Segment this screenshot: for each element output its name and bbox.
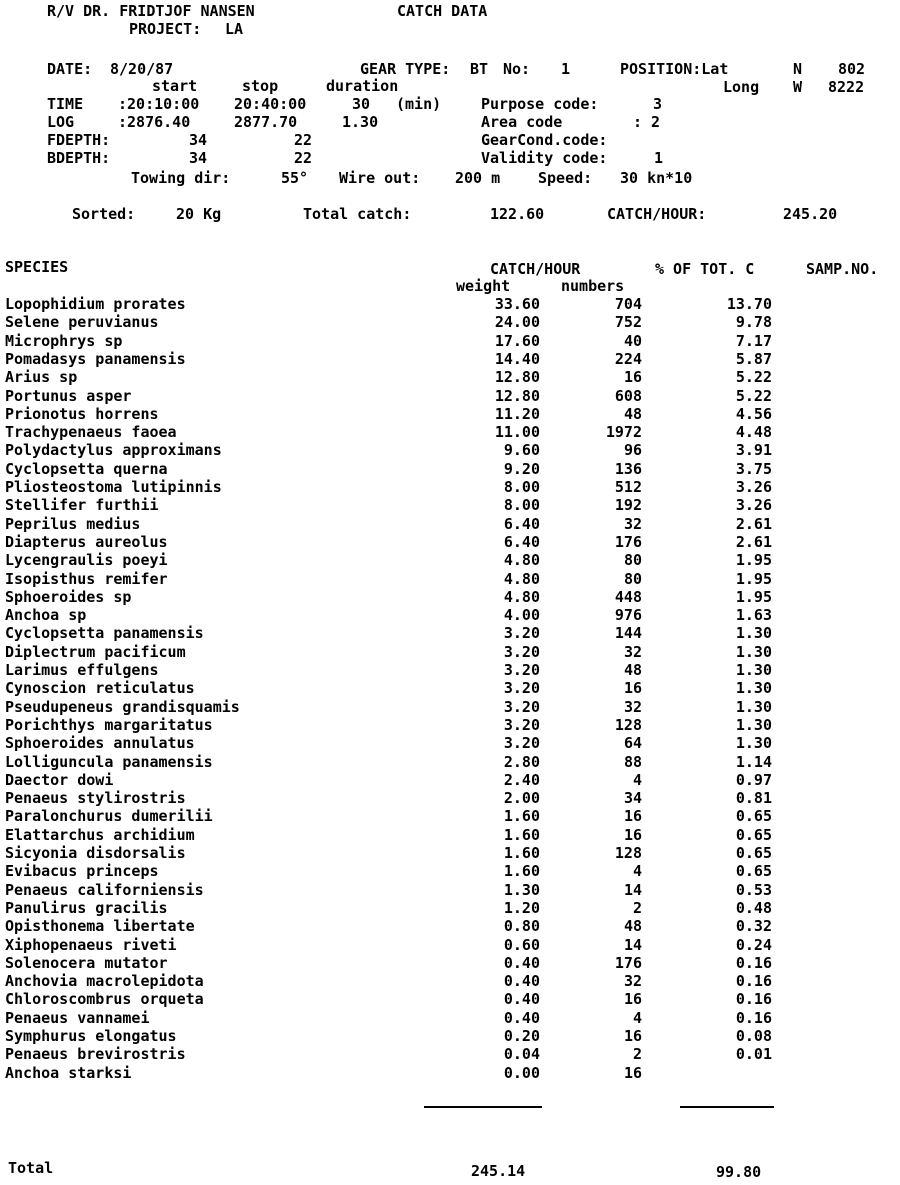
catch-numbers: 4 xyxy=(632,862,642,881)
species-name: Sphoeroides sp xyxy=(5,587,132,606)
catch-weight: 24.00 xyxy=(494,313,540,332)
table-row xyxy=(0,679,900,697)
percent-of-total: 1.95 xyxy=(735,587,772,606)
sorted-label: Sorted: xyxy=(72,205,136,223)
catch-numbers: 608 xyxy=(614,386,642,405)
date-value: 8/20/87 xyxy=(110,60,174,78)
percent-of-total: 5.87 xyxy=(735,349,772,368)
catch-numbers: 752 xyxy=(614,313,642,332)
species-name: Xiphopenaeus riveti xyxy=(5,935,177,954)
percent-of-total: 1.30 xyxy=(735,661,772,679)
catch-weight: 6.40 xyxy=(503,514,540,533)
catch-weight: 4.80 xyxy=(503,587,540,606)
catch-weight: 11.20 xyxy=(494,404,540,423)
catch-weight: 0.40 xyxy=(503,972,540,991)
numbers-header: numbers xyxy=(561,277,625,295)
weight-header: weight xyxy=(456,277,511,295)
species-name: Sphoeroides annulatus xyxy=(5,734,195,753)
percent-of-total: 0.32 xyxy=(735,917,772,936)
table-row xyxy=(0,716,900,734)
catch-weight: 3.20 xyxy=(503,734,540,753)
document-type: CATCH DATA xyxy=(397,2,488,20)
catch-numbers: 32 xyxy=(623,972,642,991)
percent-of-total: 2.61 xyxy=(735,514,772,533)
time-stop: 20:40:00 xyxy=(234,95,307,113)
species-name: Elattarchus archidium xyxy=(5,825,195,844)
percent-of-total: 0.24 xyxy=(735,935,772,954)
table-row xyxy=(0,295,900,313)
percent-of-total: 1.63 xyxy=(735,606,772,625)
long-value: 8222 xyxy=(828,78,865,96)
table-row xyxy=(0,624,900,642)
col-start: start xyxy=(152,77,198,95)
table-row xyxy=(0,862,900,880)
table-row xyxy=(0,1009,900,1027)
species-name: Penaeus californiensis xyxy=(5,880,204,899)
table-row xyxy=(0,917,900,935)
species-name: Porichthys margaritatus xyxy=(5,715,213,734)
bdepth-label: BDEPTH: xyxy=(47,149,111,167)
percent-of-total: 5.22 xyxy=(735,386,772,405)
catch-numbers: 34 xyxy=(623,789,642,808)
species-name: Daector dowi xyxy=(5,770,114,789)
catch-weight: 17.60 xyxy=(494,331,540,350)
catch-weight: 9.20 xyxy=(503,459,540,478)
species-name: Cyclopsetta panamensis xyxy=(5,624,204,643)
total-catch-label: Total catch: xyxy=(303,205,412,223)
area-code-value: : 2 xyxy=(633,113,661,131)
species-name: Evibacus princeps xyxy=(5,862,159,881)
table-row xyxy=(0,661,900,679)
percent-of-total: 7.17 xyxy=(735,331,772,350)
log-stop: 2877.70 xyxy=(234,113,298,131)
table-row xyxy=(0,405,900,423)
catch-numbers: 80 xyxy=(623,569,642,588)
species-name: Pseudupeneus grandisquamis xyxy=(5,697,240,716)
purpose-code-value: 3 xyxy=(653,95,663,113)
catch-weight: 12.80 xyxy=(494,386,540,405)
catch-weight: 2.80 xyxy=(503,752,540,771)
percent-of-total: 3.26 xyxy=(735,478,772,496)
catch-weight: 2.00 xyxy=(503,789,540,808)
species-name: Symphurus elongatus xyxy=(5,1027,177,1045)
catch-numbers: 32 xyxy=(623,642,642,661)
species-name: Lopophidium prorates xyxy=(5,295,186,313)
species-name: Peprilus medius xyxy=(5,514,141,533)
catch-numbers: 4 xyxy=(632,1008,642,1027)
species-name: Anchovia macrolepidota xyxy=(5,972,204,991)
catch-weight: 1.60 xyxy=(503,825,540,844)
table-row xyxy=(0,570,900,588)
percent-of-total: 0.65 xyxy=(735,825,772,844)
species-name: Panulirus gracilis xyxy=(5,898,168,917)
percent-of-total: 0.08 xyxy=(735,1027,772,1045)
percent-of-total: 1.95 xyxy=(735,551,772,570)
species-name: Anchoa sp xyxy=(5,606,87,625)
species-name: Isopisthus remifer xyxy=(5,569,168,588)
table-row xyxy=(0,441,900,459)
catch-numbers: 32 xyxy=(623,697,642,716)
percent-total-header: % OF TOT. C xyxy=(655,260,755,278)
table-row xyxy=(0,789,900,807)
percent-of-total: 1.95 xyxy=(735,569,772,588)
catch-weight: 0.40 xyxy=(503,990,540,1009)
bdepth-stop: 22 xyxy=(294,149,313,167)
total-weight: 245.14 xyxy=(471,1162,526,1180)
weight-total-rule xyxy=(424,1106,542,1108)
sorted-value: 20 Kg xyxy=(176,205,222,223)
catch-numbers: 32 xyxy=(623,514,642,533)
time-duration: 30 xyxy=(352,95,371,113)
catch-numbers: 136 xyxy=(614,459,642,478)
percent-of-total: 0.65 xyxy=(735,862,772,881)
date-label: DATE: xyxy=(47,60,93,78)
catch-numbers: 448 xyxy=(614,587,642,606)
species-name: Microphrys sp xyxy=(5,331,123,350)
table-row xyxy=(0,515,900,533)
percent-of-total: 0.16 xyxy=(735,953,772,972)
wire-out-label: Wire out: xyxy=(339,169,421,187)
table-row xyxy=(0,643,900,661)
species-name: Anchoa starksi xyxy=(5,1063,132,1082)
table-row xyxy=(0,551,900,569)
table-row xyxy=(0,533,900,551)
speed-label: Speed: xyxy=(538,169,593,187)
position-label: POSITION:Lat xyxy=(620,60,729,78)
percent-total-rule xyxy=(680,1106,774,1108)
catch-weight: 8.00 xyxy=(503,478,540,496)
percent-of-total: 2.61 xyxy=(735,532,772,551)
catch-per-hour-header: CATCH/HOUR xyxy=(490,260,581,278)
col-stop: stop xyxy=(242,77,279,95)
species-name: Sicyonia disdorsalis xyxy=(5,844,186,862)
species-name: Trachypenaeus faoea xyxy=(5,423,177,442)
catch-numbers: 14 xyxy=(623,935,642,954)
towing-dir-value: 55° xyxy=(281,169,309,187)
species-name: Portunus asper xyxy=(5,386,132,405)
percent-of-total: 0.53 xyxy=(735,880,772,899)
table-row xyxy=(0,368,900,386)
percent-of-total: 3.26 xyxy=(735,496,772,515)
species-name: Chloroscombrus orqueta xyxy=(5,990,204,1009)
species-name: Penaeus vannamei xyxy=(5,1008,150,1027)
table-row xyxy=(0,313,900,331)
catch-weight: 1.60 xyxy=(503,862,540,881)
catch-weight: 9.60 xyxy=(503,441,540,460)
species-name: Prionotus horrens xyxy=(5,404,159,423)
percent-of-total: 3.75 xyxy=(735,459,772,478)
table-row xyxy=(0,460,900,478)
species-name: Arius sp xyxy=(5,368,78,387)
time-label: TIME xyxy=(47,95,84,113)
species-name: Stellifer furthii xyxy=(5,496,159,515)
catch-numbers: 64 xyxy=(623,734,642,753)
total-catch-value: 122.60 xyxy=(490,205,545,223)
wire-out-value: 200 m xyxy=(455,169,501,187)
percent-of-total: 1.30 xyxy=(735,642,772,661)
validity-code-value: 1 xyxy=(654,149,664,167)
catch-weight: 3.20 xyxy=(503,697,540,716)
catch-weight: 0.40 xyxy=(503,1008,540,1027)
catch-numbers: 48 xyxy=(623,917,642,936)
table-row xyxy=(0,826,900,844)
table-row xyxy=(0,771,900,789)
catch-weight: 1.60 xyxy=(503,807,540,826)
species-name: Pomadasys panamensis xyxy=(5,349,186,368)
fdepth-start: 34 xyxy=(189,131,208,149)
gear-no-label: No: xyxy=(503,60,531,78)
catch-weight: 0.40 xyxy=(503,953,540,972)
log-label: LOG xyxy=(47,113,75,131)
species-name: Paralonchurus dumerilii xyxy=(5,807,213,826)
percent-of-total: 0.65 xyxy=(735,844,772,862)
catch-numbers: 128 xyxy=(614,844,642,862)
catch-numbers: 224 xyxy=(614,349,642,368)
fdepth-stop: 22 xyxy=(294,131,313,149)
percent-of-total: 0.01 xyxy=(735,1045,772,1064)
log-start: :2876.40 xyxy=(118,113,191,131)
table-row xyxy=(0,990,900,1008)
table-row xyxy=(0,332,900,350)
species-name: Selene peruvianus xyxy=(5,313,159,332)
catch-numbers: 16 xyxy=(623,368,642,387)
catch-weight: 3.20 xyxy=(503,642,540,661)
species-name: Penaeus stylirostris xyxy=(5,789,186,808)
table-row xyxy=(0,899,900,917)
long-label: Long xyxy=(723,78,760,96)
percent-of-total: 0.97 xyxy=(735,770,772,789)
catch-weight: 0.00 xyxy=(503,1063,540,1082)
catch-weight: 11.00 xyxy=(494,423,540,442)
table-row xyxy=(0,606,900,624)
catch-numbers: 4 xyxy=(632,770,642,789)
validity-code-label: Validity code: xyxy=(481,149,608,167)
catch-weight: 8.00 xyxy=(503,496,540,515)
catch-numbers: 16 xyxy=(623,990,642,1009)
catch-numbers: 16 xyxy=(623,1063,642,1082)
percent-of-total: 1.30 xyxy=(735,679,772,698)
catch-weight: 1.20 xyxy=(503,898,540,917)
catch-numbers: 1972 xyxy=(605,423,642,442)
species-header: SPECIES xyxy=(5,258,69,276)
table-row xyxy=(0,734,900,752)
species-name: Pliosteostoma lutipinnis xyxy=(5,478,222,496)
percent-of-total: 3.91 xyxy=(735,441,772,460)
table-row xyxy=(0,954,900,972)
table-row xyxy=(0,936,900,954)
catch-numbers: 48 xyxy=(623,404,642,423)
species-name: Diplectrum pacificum xyxy=(5,642,186,661)
percent-of-total: 4.48 xyxy=(735,423,772,442)
table-row xyxy=(0,1045,900,1063)
species-name: Cyclopsetta querna xyxy=(5,459,168,478)
catch-weight: 0.04 xyxy=(503,1045,540,1064)
col-duration: duration xyxy=(326,77,399,95)
towing-dir-label: Towing dir: xyxy=(131,169,231,187)
catch-numbers: 192 xyxy=(614,496,642,515)
table-row xyxy=(0,698,900,716)
catch-weight: 0.20 xyxy=(503,1027,540,1045)
lat-direction: N xyxy=(793,60,803,78)
table-row xyxy=(0,350,900,368)
gear-type-label: GEAR TYPE: xyxy=(360,60,451,78)
percent-of-total: 1.30 xyxy=(735,697,772,716)
catch-per-hour-value: 245.20 xyxy=(783,205,838,223)
percent-of-total: 0.16 xyxy=(735,1008,772,1027)
percent-of-total: 0.81 xyxy=(735,789,772,808)
catch-numbers: 48 xyxy=(623,661,642,679)
percent-of-total: 1.30 xyxy=(735,624,772,643)
table-row xyxy=(0,478,900,496)
species-name: Opisthonema libertate xyxy=(5,917,195,936)
long-direction: W xyxy=(793,78,803,96)
catch-per-hour-label: CATCH/HOUR: xyxy=(607,205,707,223)
catch-weight: 4.80 xyxy=(503,569,540,588)
catch-numbers: 40 xyxy=(623,331,642,350)
percent-of-total: 5.22 xyxy=(735,368,772,387)
catch-weight: 3.20 xyxy=(503,715,540,734)
species-name: Solenocera mutator xyxy=(5,953,168,972)
table-row xyxy=(0,844,900,862)
fdepth-label: FDEPTH: xyxy=(47,131,111,149)
percent-of-total: 0.48 xyxy=(735,898,772,917)
project-value: LA xyxy=(225,20,244,38)
purpose-code-label: Purpose code: xyxy=(481,95,599,113)
catch-weight: 1.30 xyxy=(503,880,540,899)
species-name: Larimus effulgens xyxy=(5,661,159,679)
table-row xyxy=(0,1027,900,1045)
percent-of-total: 0.65 xyxy=(735,807,772,826)
percent-of-total: 0.16 xyxy=(735,972,772,991)
catch-numbers: 2 xyxy=(632,898,642,917)
catch-weight: 4.80 xyxy=(503,551,540,570)
table-row xyxy=(0,588,900,606)
speed-value: 30 kn*10 xyxy=(620,169,693,187)
table-row xyxy=(0,972,900,990)
total-percent: 99.80 xyxy=(716,1163,762,1181)
catch-numbers: 16 xyxy=(623,679,642,698)
catch-numbers: 976 xyxy=(614,606,642,625)
catch-weight: 14.40 xyxy=(494,349,540,368)
catch-weight: 33.60 xyxy=(494,295,540,313)
lat-value: 802 xyxy=(838,60,866,78)
species-name: Penaeus brevirostris xyxy=(5,1045,186,1064)
catch-numbers: 16 xyxy=(623,825,642,844)
gear-no-value: 1 xyxy=(561,60,571,78)
catch-weight: 1.60 xyxy=(503,844,540,862)
catch-numbers: 88 xyxy=(623,752,642,771)
species-name: Cynoscion reticulatus xyxy=(5,679,195,698)
catch-numbers: 176 xyxy=(614,532,642,551)
project-label: PROJECT: xyxy=(129,20,202,38)
catch-numbers: 2 xyxy=(632,1045,642,1064)
catch-numbers: 14 xyxy=(623,880,642,899)
table-row xyxy=(0,807,900,825)
catch-numbers: 176 xyxy=(614,953,642,972)
bdepth-start: 34 xyxy=(189,149,208,167)
catch-weight: 4.00 xyxy=(503,606,540,625)
catch-weight: 6.40 xyxy=(503,532,540,551)
catch-numbers: 512 xyxy=(614,478,642,496)
percent-of-total: 0.16 xyxy=(735,990,772,1009)
table-row xyxy=(0,387,900,405)
species-name: Lolliguncula panamensis xyxy=(5,752,213,771)
species-name: Polydactylus approximans xyxy=(5,441,222,460)
table-row xyxy=(0,1064,900,1082)
total-label: Total xyxy=(8,1159,54,1177)
vessel-name: R/V DR. FRIDTJOF NANSEN xyxy=(47,2,255,20)
area-code-label: Area code xyxy=(481,113,563,131)
time-start: :20:10:00 xyxy=(118,95,200,113)
percent-of-total: 13.70 xyxy=(726,295,772,313)
gearcond-code-label: GearCond.code: xyxy=(481,131,608,149)
percent-of-total: 9.78 xyxy=(735,313,772,332)
percent-of-total: 1.30 xyxy=(735,715,772,734)
sample-number-header: SAMP.NO. xyxy=(806,260,879,278)
species-name: Lycengraulis poeyi xyxy=(5,551,168,570)
time-unit: (min) xyxy=(396,95,442,113)
percent-of-total: 1.14 xyxy=(735,752,772,771)
catch-numbers: 96 xyxy=(623,441,642,460)
catch-numbers: 16 xyxy=(623,807,642,826)
percent-of-total: 4.56 xyxy=(735,404,772,423)
catch-weight: 3.20 xyxy=(503,624,540,643)
catch-weight: 2.40 xyxy=(503,770,540,789)
species-name: Diapterus aureolus xyxy=(5,532,168,551)
table-row xyxy=(0,753,900,771)
catch-numbers: 704 xyxy=(614,295,642,313)
percent-of-total: 1.30 xyxy=(735,734,772,753)
catch-weight: 0.80 xyxy=(503,917,540,936)
catch-weight: 12.80 xyxy=(494,368,540,387)
gear-type-value: BT xyxy=(470,60,489,78)
catch-numbers: 128 xyxy=(614,715,642,734)
catch-numbers: 144 xyxy=(614,624,642,643)
catch-weight: 3.20 xyxy=(503,661,540,679)
table-row xyxy=(0,496,900,514)
table-row xyxy=(0,423,900,441)
catch-weight: 3.20 xyxy=(503,679,540,698)
catch-weight: 0.60 xyxy=(503,935,540,954)
catch-numbers: 80 xyxy=(623,551,642,570)
table-row xyxy=(0,881,900,899)
catch-numbers: 16 xyxy=(623,1027,642,1045)
log-duration: 1.30 xyxy=(342,113,379,131)
